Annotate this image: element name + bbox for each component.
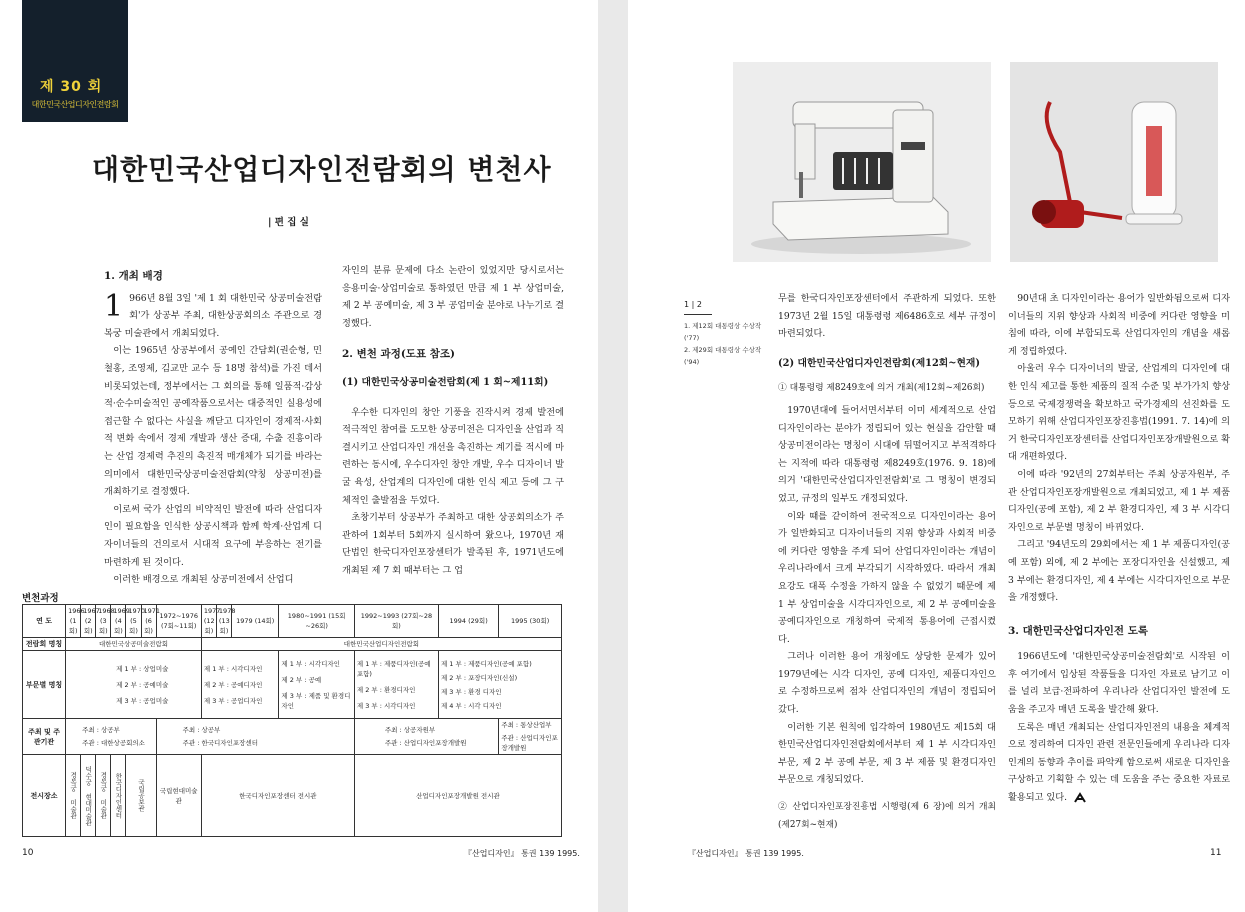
vacuum-cleaner-photo	[1010, 62, 1218, 262]
journal-footer: 『산업디자인』 통권 139 1995.	[688, 849, 804, 858]
caption-rule	[684, 314, 712, 315]
section2-heading: 2. 변천 과정(도표 참조)	[342, 348, 456, 361]
paragraph: 이와 때를 같이하여 전국적으로 디자인이라는 용어가 일반화되고 디자이너들의 지위 향상과 사회적 비중에 커다란 영향을 주게 되어 산업디자인이라는 개념이 우리나라에서 크게 부각되기 시작하였다. 따라서 개최 요강도 대폭 수정을 가하지 않을 수 없었기 때문에 제 1 부 상업미술을 시각디자인으로, 제 2 부 공예미술을 공예디자인으로 개칭하여 국제적 통용어에 근접시켰다.	[778, 510, 996, 645]
left-page	[0, 0, 598, 912]
sewing-machine-photo	[733, 62, 991, 262]
article-end-icon	[1074, 792, 1086, 804]
paragraph: 1970년대에 들어서면서부터 이미 세계적으로 산업디자인이라는 분야가 정립되어 있는 현실을 감안할 때 상공미전이라는 명칭이 시대에 뒤떨어지고 부적격하다는 지적에 따라 대통령령 제8249호(1976. 9. 18)에 의거 '대한민국산업디자인전람회'로 그 명칭이 변경되었고, 규정의 일부도 개정되었다.	[778, 404, 996, 504]
right-column-1	[778, 290, 996, 838]
caption-numbers: 1 | 2	[684, 300, 702, 309]
subsection-note-2: ② 산업디자인포장진흥법 시행령(제 6 장)에 의거 개최(제27회~현재)	[778, 802, 996, 830]
paragraph: 90년대 초 디자인이라는 용어가 일반화됨으로써 디자이너들의 지위 향상과 사회적 비중에 커다란 영향을 미침에 따라, 이에 부합되도록 산업디자인의 개념을 새롭게 정립하였다.	[1008, 293, 1230, 357]
page-number: 10	[22, 848, 34, 858]
paragraph: 1966년도에 '대한민국상공미술전람회'로 시작된 이후 여기에서 입상된 작품들을 디자인 자료로 남기고 이를 널리 보급·전파하여 우리나라 산업디자인 발전에 도움을 주고자 매년 도록을 발간해 왔다.	[1008, 651, 1230, 716]
paragraph: 아울러 우수 디자이너의 발굴, 산업계의 디자인에 대한 인식 제고를 통한 제품의 질적 수준 및 부가가치 향상 등으로 국제경쟁력을 확보하고 국가경제의 선진화를 도모하기 위해 산업디자인포장진흥법(1991. 7. 14)에 의거 한국디자인포장센터를 산업디자인포장개발원으로 확대 개편하였다.	[1008, 363, 1230, 463]
paragraph: 우수한 디자인의 창안 기풍을 진작시켜 경제 발전에 적극적인 참여를 도모한 상공미전은 디자인을 산업과 직결시키고 산업디자인 개선을 촉진하는 계기를 적시에 마련하는 동시에, 우수디자인 창안 개발, 우수 디자이너 발굴 육성, 산업계의 디자인에 대한 인식 제고 등에 그 구체적인 출발점을 두었다.	[342, 406, 564, 506]
article-title: 대한민국산업디자인전람회의 변천사	[92, 153, 552, 186]
section2-subheading: (1) 대한민국상공미술전람회(제 1 회~제11회)	[342, 376, 549, 388]
table-row: 연 도 1966 (1회) 1967 (2회) 1968 (3회) 1969 (4회) 1970 (5회) 1971 (6회) 1972~1976 (7회~11회) 1977 (12회) 1978 (13회) 1979 (14회) 1980~1991 (15회~26회) 1992~1993 (27회~28회) 1994 (29회) 1995 (30회)	[23, 605, 562, 638]
paragraph: 그리고 '94년도의 29회에서는 제 1 부 제품디자인(공예 포함) 외에, 제 2 부에는 포장디자인을 신설했고, 제 3 부에는 환경디자인, 제 4 부에는 시각디자인으로 부문을 개정했다.	[1008, 539, 1230, 604]
table-row: 주최 및 주관기관 주최 : 상공부 주관 : 대한상공회의소 주최 : 상공부 주관 : 한국디자인포장센터 주최 : 상공자원부 주관 : 산업디자인포장개발원 주최 : 통상산업부 주관 : 산업디자인포장개발원	[23, 719, 562, 755]
series-name: 대한민국산업디자인전람회	[31, 100, 119, 109]
vacuum-cleaner-icon	[1010, 62, 1218, 262]
paragraph: 무를 한국디자인포장센터에서 주관하게 되었다. 또한 1973년 2월 15일 대통령령 제6486호로 세부 규정이 마련되었다.	[778, 293, 996, 340]
section2-subheading-2: (2) 대한민국산업디자인전람회(제12회~현재)	[778, 357, 981, 369]
page-number: 11	[1210, 848, 1222, 858]
right-page	[628, 0, 1245, 912]
left-column-2	[342, 262, 564, 580]
section1-heading: 1. 개최 배경	[104, 270, 163, 282]
table-row: 전시장소 경복궁 미술관 덕수궁 현대미술관 경복궁 미술관 한국디자인센터 국립공보관 국립현대미술관 한국디자인포장센터 전시관 산업디자인포장개발원 전시관	[23, 755, 562, 837]
table-row: 전람회 명칭 대한민국상공미술전람회 대한민국산업디자인전람회	[23, 638, 562, 651]
paragraph-last: 도록은 매년 개최되는 산업디자인전의 내용을 체계적으로 정리하여 디자인 관련 전문인들에게 우리나라 디자인계의 동향과 추이를 파악케 함으로써 새로운 디자인을 구상하고 기획할 수 있는 데 도움을 주는 중요한 자료로 활용되고 있다.	[1008, 721, 1230, 804]
page-gutter	[598, 0, 628, 912]
journal-footer: 『산업디자인』 통권 139 1995.	[464, 849, 580, 858]
paragraph: 그러나 이러한 용어 개칭에도 상당한 문제가 있어 1979년에는 시각 디자인, 공예 디자인, 제품디자인으로 수정하므로써 점차 산업디자인의 개념이 정립되어 갔다.	[778, 651, 996, 716]
right-column-2	[1008, 290, 1230, 807]
series-badge	[22, 0, 128, 122]
photo-captions: 1. 제12회 대통령상 수상작 ('77) 2. 제29회 대통령상 수상작 ('94)	[684, 322, 762, 366]
paragraph: 이에 따라 '92년의 27회부터는 주최 상공자원부, 주관 산업디자인포장개발원으로 개최되었고, 제 1 부 제품디자인(공예 포함), 제 2 부 환경디자인, 제 3 부 시각디자인으로 부문별 명칭이 바뀌었다.	[1008, 468, 1230, 533]
history-table	[22, 604, 562, 837]
paragraph: 자인의 분류 문제에 다소 논란이 있었지만 당시로서는 응용미술·상업미술로 통하였던 만큼 제 1 부 상업미술, 제 2 부 공예미술, 제 3 부 공업미술 분야로 나누기로 결정했다.	[342, 265, 564, 329]
paragraph: 초창기부터 상공부가 주최하고 대한 상공회의소가 주관하여 1회부터 5회까지 실시하여 왔으나, 1970년 재단법인 한국디자인포장센터가 발족된 후, 1971년도에 개최된 제 7 회 때부터는 그 업	[342, 512, 564, 576]
paragraph: 이로써 국가 산업의 비약적인 발전에 따라 산업디자인이 필요함을 인식한 상공시책과 함께 학계·산업계 디자이너들의 건의로서 시대적 요구에 부응하는 전기를 마련하게 된 것이다.	[104, 503, 322, 568]
paragraph: 이러한 기본 원칙에 입각하여 1980년도 제15회 대한민국산업디자인전람회에서부터 제 1 부 시각디자인 부문, 제 2 부 공예 부문, 제 3 부 제품 및 환경디자인 부문으로 개칭되었다.	[778, 721, 996, 786]
table-row: 부문별 명칭 제 1 부 : 상업미술 제 2 부 : 공예미술 제 3 부 : 공업미술 제 1 부 : 시각디자인 제 2 부 : 공예디자인 제 3 부 : 공업디자인 제 1 부 : 시각디자인 제 2 부 : 공예 제 3 부 : 제품 및 환경디자인 제 1 부 : 제품디자인(공예 포함) 제 2 부 : 환경디자인 제 3 부 : 시각디자인 제 1 부 : 제품디자인(공예 포함) 제 2 부 : 포장디자인(신설) 제 3 부 : 환경 디자인 제 4 부 : 시각 디자인	[23, 651, 562, 719]
row-header: 연 도	[23, 605, 66, 638]
left-column-1	[104, 262, 322, 589]
subsection-note: ① 대통령령 제8249호에 의거 개최(제12회~제26회)	[778, 383, 985, 394]
sewing-machine-icon	[733, 62, 991, 262]
paragraph: 이는 1965년 상공부에서 공예인 간담회(권순형, 민철홍, 조영제, 김교만 교수 등 18명 참석)를 가진 데서 비롯되었는데, 정부에서는 그 회의를 통해 일품적·감상적·순수미술적인 공예작품으로서는 대중적인 실용성에 접근할 수 없다는 사실을 깨닫고 디자인이 경제적·사회적 변화 속에서 경제 개발과 생산 증대, 수출 진흥이라는 산업 경제력 추진의 촉진적 매개체가 되기를 바라는 의미에서 대한민국상공미술전람회(약칭 상공미전)를 개최하기로 결정했다.	[104, 345, 322, 498]
table-label: 변천과정	[22, 593, 59, 604]
section1-first-paragraph: 1 966년 8월 3일 '제 1 회 대한민국 상공미술전람회'가 상공부 주최, 대한상공회의소 주관으로 경복궁 미술관에서 개최되었다.	[104, 288, 322, 339]
section3-heading: 3. 대한민국산업디자인전 도록	[1008, 624, 1148, 637]
drop-cap: 1	[104, 288, 124, 324]
paragraph: 이러한 배경으로 개최된 상공미전에서 산업디	[113, 574, 294, 586]
series-number: 제 30 회	[40, 79, 103, 95]
byline: | 편 집 실	[268, 217, 309, 228]
